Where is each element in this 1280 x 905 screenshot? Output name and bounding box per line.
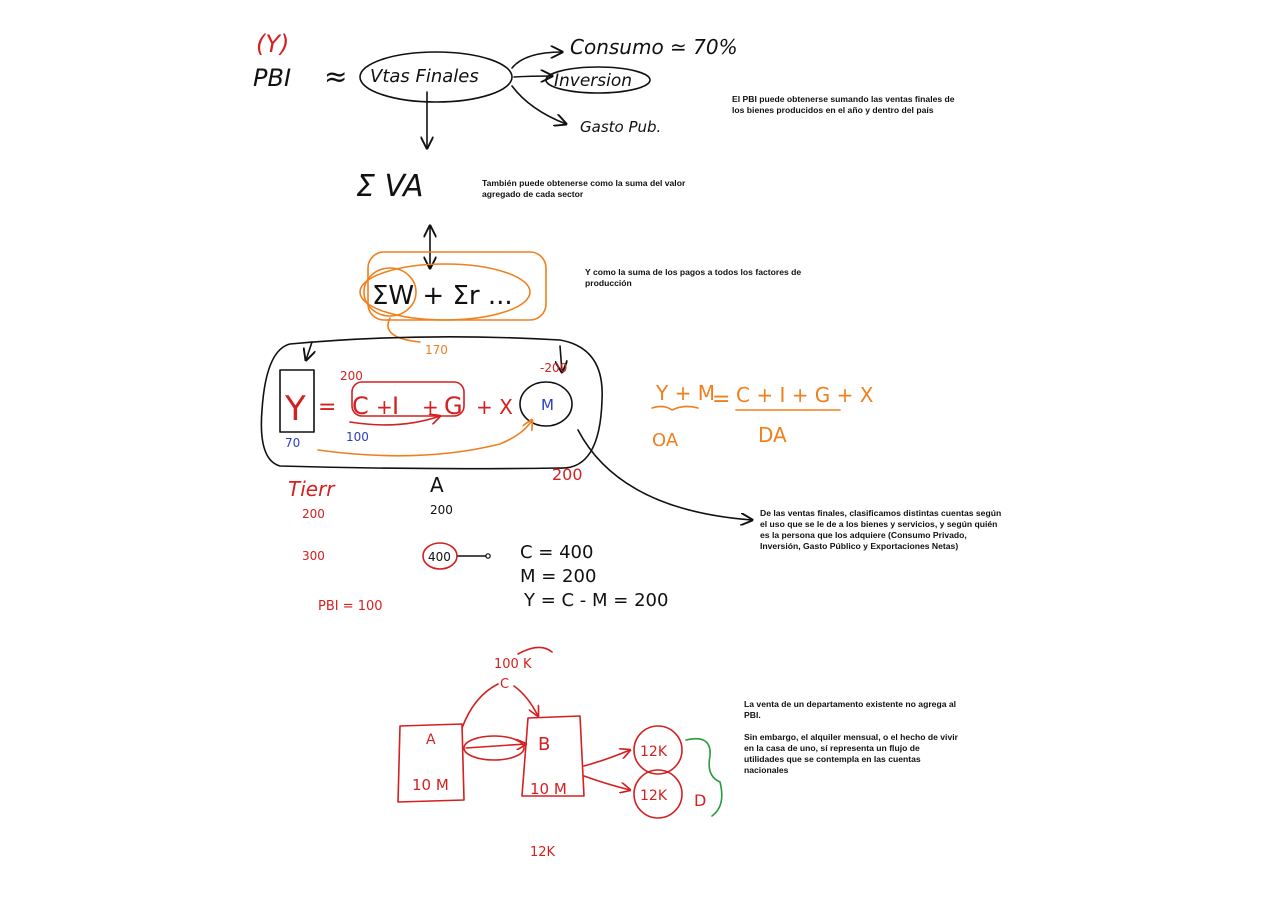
- eq-y: Y: [285, 389, 306, 429]
- m-eq: M = 200: [520, 566, 597, 587]
- eq-c: C: [352, 392, 369, 420]
- identity-da: DA: [758, 423, 787, 447]
- identity-rhs: C + I + G + X: [736, 383, 874, 407]
- inversion-text: Inversion: [554, 71, 633, 91]
- k12-bottom-text: 12K: [640, 788, 667, 804]
- identity-oa: OA: [652, 430, 679, 451]
- eq-plus-2: +: [422, 395, 439, 419]
- house-b-label: B: [538, 734, 551, 755]
- identity-equals: =: [712, 387, 731, 412]
- house-a-label: A: [426, 732, 436, 748]
- k100-hook: [518, 647, 552, 654]
- y-eq: Y = C - M = 200: [524, 590, 669, 611]
- sigma-va-text: Σ VA: [356, 169, 424, 204]
- tierra-300: 300: [302, 549, 325, 563]
- a-200: 200: [430, 503, 453, 517]
- c-eq: C = 400: [520, 542, 594, 563]
- y-label: (Y): [256, 30, 290, 58]
- circle-400-text: 400: [428, 550, 451, 564]
- arrow-a-to-c: [462, 684, 498, 728]
- eq-plus-1: +: [376, 395, 393, 419]
- eq-m: M: [541, 396, 554, 414]
- gasto-pub-text: Gasto Pub.: [580, 118, 662, 136]
- k100-label: 100 K: [494, 657, 532, 672]
- arrow-b-to-12k-top: [584, 750, 630, 766]
- house-a-value: 10 M: [412, 776, 449, 794]
- eq-plus-x: + X: [476, 395, 513, 419]
- branch-gasto: [512, 86, 566, 124]
- pbi-label: PBI: [253, 64, 292, 92]
- house-example-group: [398, 647, 722, 860]
- enclosure-tick-left: [306, 342, 312, 360]
- eq-i: I: [392, 392, 400, 420]
- eq-70: 70: [285, 436, 301, 450]
- branch-consumo: [512, 52, 562, 68]
- note-pbi-ventas: El PBI puede obtenerse sumando las ventas finales de los bienes producidos en el año y dentro del país: [732, 94, 955, 115]
- eq-200-top: 200: [340, 369, 363, 383]
- transfer-arrow: [466, 744, 526, 748]
- note-valor-agregado: También puede obtenerse como la suma del valor agregado de cada sector: [482, 178, 686, 199]
- sigma-w-group: [360, 252, 546, 357]
- arrow-c-to-b: [514, 686, 538, 716]
- pbi-eq: PBI = 100: [318, 599, 383, 614]
- note-departamento: La venta de un departamento existente no agrega al PBI. Sin embargo, el alquiler mensual, o el hecho de vivir en la casa de uno, sí representa un flujo de utilidades que se contempla en las cuentas nacionales: [744, 699, 958, 775]
- eq-minus-200: -200: [540, 361, 568, 375]
- branch-inversion: [514, 76, 552, 77]
- k12-footer: 12K: [530, 845, 556, 860]
- approx-symbol: ≈: [324, 60, 348, 93]
- arrow-b-to-12k-bottom: [584, 776, 630, 790]
- right-200: 200: [552, 465, 583, 484]
- eq-100: 100: [346, 430, 369, 444]
- identity-lhs-underline: [652, 406, 698, 410]
- label-170: 170: [425, 343, 448, 357]
- note-pagos-factores: Y como la suma de los pagos a todos los factores de producción: [585, 267, 802, 288]
- note-ventas-finales-cuentas: De las ventas finales, clasificamos distintas cuentas según el uso que se le de a los bienes y servicios, y según quién es la persona que los adquiere (Consumo Privado, Inversión, Gasto Público y Exportaciones Netas): [760, 508, 1002, 551]
- d-label: D: [694, 791, 707, 810]
- tierra-label: Tierr: [288, 477, 335, 501]
- equation-group: [261, 337, 752, 520]
- vtas-finales-text: Vtas Finales: [370, 66, 479, 87]
- pbi-definition-group: [253, 30, 738, 268]
- identity-group: [652, 381, 874, 451]
- identity-lhs: Y + M: [656, 381, 715, 405]
- sectors-group: [288, 465, 668, 614]
- a-label: A: [430, 473, 444, 497]
- tierra-200: 200: [302, 507, 325, 521]
- sigma-w-text: ΣW + Σr ...: [372, 281, 513, 311]
- eq-g: G: [444, 392, 463, 420]
- k12-top-text: 12K: [640, 744, 667, 760]
- house-b-value: 10 M: [530, 780, 567, 798]
- c-label: C: [500, 677, 510, 692]
- eq-equals: =: [318, 395, 337, 420]
- consumo-text: Consumo ≃ 70%: [570, 35, 738, 59]
